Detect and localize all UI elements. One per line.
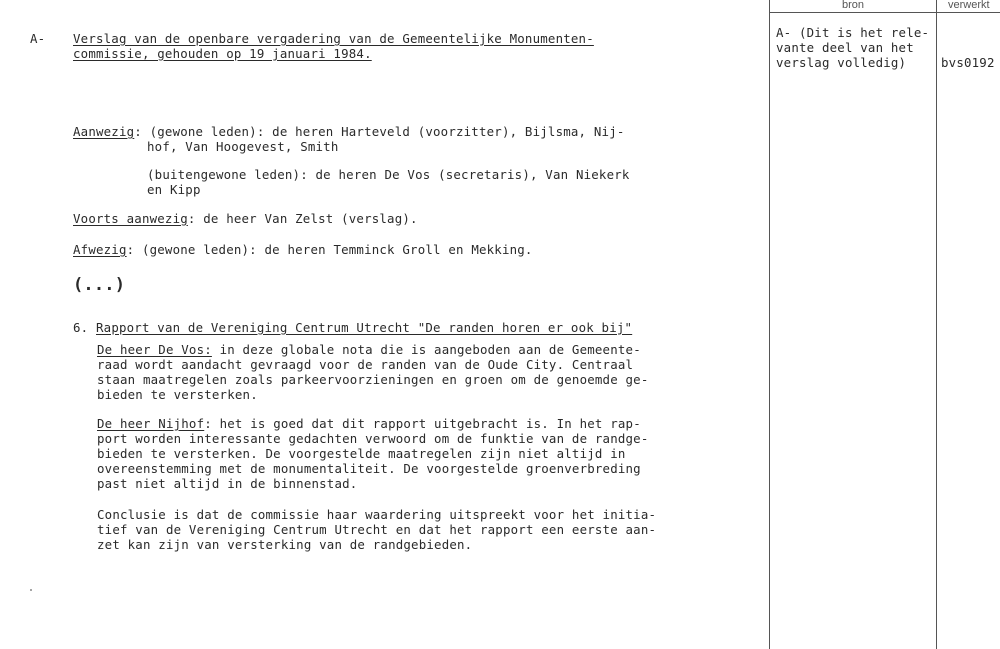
column-divider-processed xyxy=(936,0,937,649)
archive-code: bvs0192 xyxy=(941,55,995,70)
nijhof-paragraph xyxy=(97,416,641,431)
attendance-present xyxy=(73,124,625,139)
margin-note-line: A- (Dit is het rele- xyxy=(776,25,930,40)
absent-label: Afwezig xyxy=(73,242,127,257)
attendance-absent xyxy=(73,242,533,257)
nijhof-text-line: overeenstemming met de monumentaliteit. De voorgestelde groenverbreding xyxy=(97,461,641,476)
nijhof-text: : het is goed dat dit rapport uitgebracht is. In het rap- xyxy=(204,416,641,431)
extraordinary-members-cont: en Kipp xyxy=(147,182,201,197)
attendance-also xyxy=(73,211,418,226)
nijhof-text-line: bieden te versterken. De voorgestelde maatregelen zijn niet altijd in xyxy=(97,446,626,461)
header-rule xyxy=(769,12,1000,13)
header-processed: verwerkt xyxy=(948,0,990,11)
devos-paragraph xyxy=(97,342,641,357)
nijhof-text-line: port worden interessante gedachten verwoord om de funktie van de randge- xyxy=(97,431,649,446)
margin-note-line: verslag volledig) xyxy=(776,55,907,70)
also-present-text: : de heer Van Zelst (verslag). xyxy=(187,211,418,226)
ellipsis: (...) xyxy=(73,275,126,295)
document-title-line: Verslag van de openbare vergadering van de Gemeentelijke Monumenten- xyxy=(73,31,594,46)
devos-text: in deze globale nota die is aangeboden aan de Gemeente- xyxy=(211,342,641,357)
speaker-devos: De heer De Vos: xyxy=(97,342,212,357)
present-text: : (gewone leden): de heren Harteveld (voorzitter), Bijlsma, Nij- xyxy=(134,124,625,139)
extraordinary-members: (buitengewone leden): de heren De Vos (secretaris), Van Niekerk xyxy=(147,167,630,182)
section-marker: A- xyxy=(30,31,46,46)
devos-text-line: bieden te versterken. xyxy=(97,387,258,402)
present-label: Aanwezig xyxy=(73,124,135,139)
devos-text-line: raad wordt aandacht gevraagd voor de randen van de Oude City. Centraal xyxy=(97,357,634,372)
agenda-item xyxy=(73,320,632,335)
header-source: bron xyxy=(842,0,865,11)
speaker-nijhof: De heer Nijhof xyxy=(97,416,205,431)
item-title: Rapport van de Vereniging Centrum Utrecht "De randen horen er ook bij" xyxy=(96,320,633,335)
conclusion-line: tief van de Vereniging Centrum Utrecht en dat het rapport een eerste aan- xyxy=(97,522,657,537)
also-present-label: Voorts aanwezig xyxy=(73,211,188,226)
conclusion-line: Conclusie is dat de commissie haar waardering uitspreekt voor het initia- xyxy=(97,507,657,522)
present-text-cont: hof, Van Hoogevest, Smith xyxy=(147,139,339,154)
devos-text-line: staan maatregelen zoals parkeervoorzieningen en groen om de genoemde ge- xyxy=(97,372,649,387)
item-number: 6. xyxy=(73,320,89,335)
margin-note-line: vante deel van het xyxy=(776,40,914,55)
document-title-line: commissie, gehouden op 19 januari 1984. xyxy=(73,46,372,61)
absent-text: : (gewone leden): de heren Temminck Groll en Mekking. xyxy=(126,242,533,257)
column-divider-source xyxy=(769,0,770,649)
conclusion-line: zet kan zijn van versterking van de randgebieden. xyxy=(97,537,473,552)
nijhof-text-line: past niet altijd in de binnenstad. xyxy=(97,476,358,491)
stray-mark xyxy=(30,589,32,591)
